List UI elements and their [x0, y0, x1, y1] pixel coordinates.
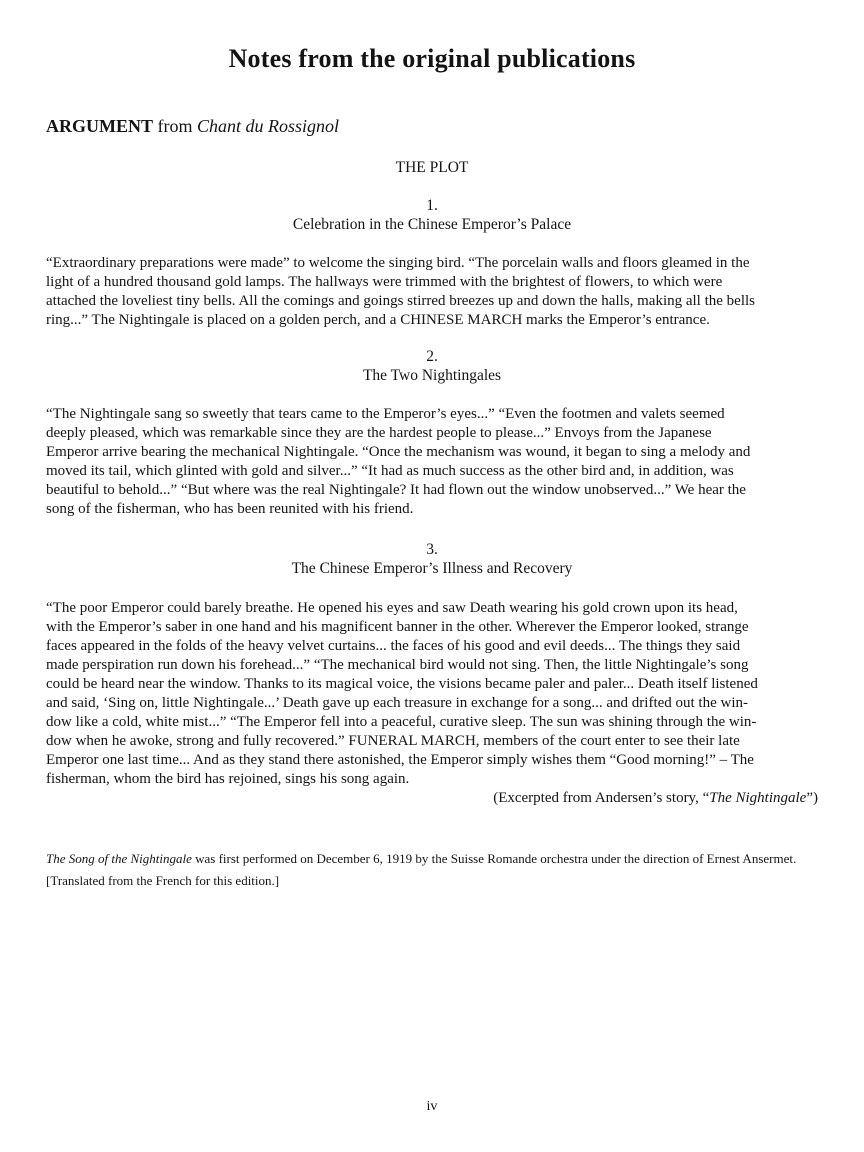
paragraph-line: beautiful to behold...” “But where was the real Nightingale? It had flown out the window unobserved...” We hear the — [46, 482, 746, 498]
paragraph-line: deeply pleased, which was remarkable since they are the hardest people to please...” Envoys from the Japanese — [46, 425, 712, 441]
section-1-number: 1. — [426, 197, 438, 214]
paragraph-line: could be heard near the window. Thanks to its magical voice, the visions became paler and paler... Death itself listened — [46, 676, 758, 692]
section-2-paragraph — [46, 405, 818, 519]
section-3-heading — [46, 540, 818, 578]
paragraph-line: with the Emperor’s saber in one hand and his magnificent banner in the other. Wherever the Emperor looked, strange — [46, 619, 749, 635]
paragraph-line: moved its tail, which glinted with gold and silver...” “It had as much success as the other bird and, in addition, was — [46, 463, 734, 479]
argument-label: ARGUMENT — [46, 116, 153, 136]
section-3-title: The Chinese Emperor’s Illness and Recovery — [291, 560, 573, 577]
attribution-line — [46, 789, 818, 808]
section-3-paragraph — [46, 599, 818, 789]
section-1-title: Celebration in the Chinese Emperor’s Palace — [292, 216, 572, 233]
argument-heading — [46, 115, 818, 137]
paragraph-line: faces appeared in the folds of the heavy velvet curtains... the faces of his good and evil deeds... The things they said — [46, 638, 741, 654]
paragraph-line: Emperor arrive bearing the mechanical Nightingale. “Once the mechanism was wound, it began to sing a melody and — [46, 444, 751, 460]
paragraph-line: dow like a cold, white mist...” “The Emperor fell into a peaceful, curative sleep. The sun was shining through the win- — [46, 714, 757, 730]
argument-connector: from — [153, 116, 197, 136]
paragraph-line: ring...” The Nightingale is placed on a golden perch, and a CHINESE MARCH marks the Emperor’s entrance. — [46, 312, 710, 328]
paragraph-line: made perspiration run down his forehead...” “The mechanical bird would not sing. Then, the little Nightingale’s song — [46, 657, 749, 673]
paragraph-line: Emperor one last time... And as they stand there astonished, the Emperor simply wishes them “Good morning!” – The — [46, 752, 754, 768]
paragraph-line: attached the loveliest tiny bells. All the comings and goings stirred breezes up and down the halls, making all the bells — [46, 293, 756, 309]
plot-heading: THE PLOT — [395, 159, 469, 176]
page-content — [46, 0, 818, 892]
paragraph-line: song of the fisherman, who has been reunited with his friend. — [46, 501, 414, 517]
footnote-work-title: The Song of the Nightingale — [46, 851, 192, 866]
footnote-line-2: [Translated from the French for this edition.] — [46, 873, 280, 888]
paragraph-line: light of a hundred thousand gold lamps. The hallways were trimmed with the brightest of flowers, to which were — [46, 274, 723, 290]
section-3-number: 3. — [426, 541, 438, 558]
section-2-title: The Two Nightingales — [362, 367, 502, 384]
page-title: Notes from the original publications — [228, 44, 636, 73]
attribution-work-title: The Nightingale — [709, 790, 807, 806]
section-1-heading — [46, 196, 818, 234]
paragraph-line: “The Nightingale sang so sweetly that tears came to the Emperor’s eyes...” “Even the footmen and valets seemed — [46, 406, 725, 422]
section-2-heading — [46, 347, 818, 385]
argument-work-title: Chant du Rossignol — [197, 116, 340, 136]
section-2-number: 2. — [426, 348, 438, 365]
paragraph-line: “The poor Emperor could barely breathe. He opened his eyes and saw Death wearing his gold crown upon its head, — [46, 600, 738, 616]
attribution-prefix: (Excerpted from Andersen’s story, “ — [493, 790, 710, 806]
page-number: iv — [426, 1099, 438, 1114]
paragraph-line: fisherman, whom the bird has rejoined, sings his song again. — [46, 771, 410, 787]
paragraph-line: “Extraordinary preparations were made” to welcome the singing bird. “The porcelain walls and floors gleamed in the — [46, 255, 750, 271]
paragraph-line: and said, ‘Sing on, little Nightingale...’ Death gave up each treasure in exchange for a song... and drifted out the win- — [46, 695, 749, 711]
section-1-paragraph — [46, 254, 818, 330]
footnote-line-1-rest: was first performed on December 6, 1919 by the Suisse Romande orchestra under the direction of Ernest Ansermet. — [191, 851, 797, 866]
footnote-line-1 — [46, 848, 818, 870]
attribution-suffix: ”) — [806, 790, 818, 806]
footnote — [46, 848, 818, 892]
paragraph-line: dow when he awoke, strong and fully recovered.” FUNERAL MARCH, members of the court enter to see their late — [46, 733, 740, 749]
